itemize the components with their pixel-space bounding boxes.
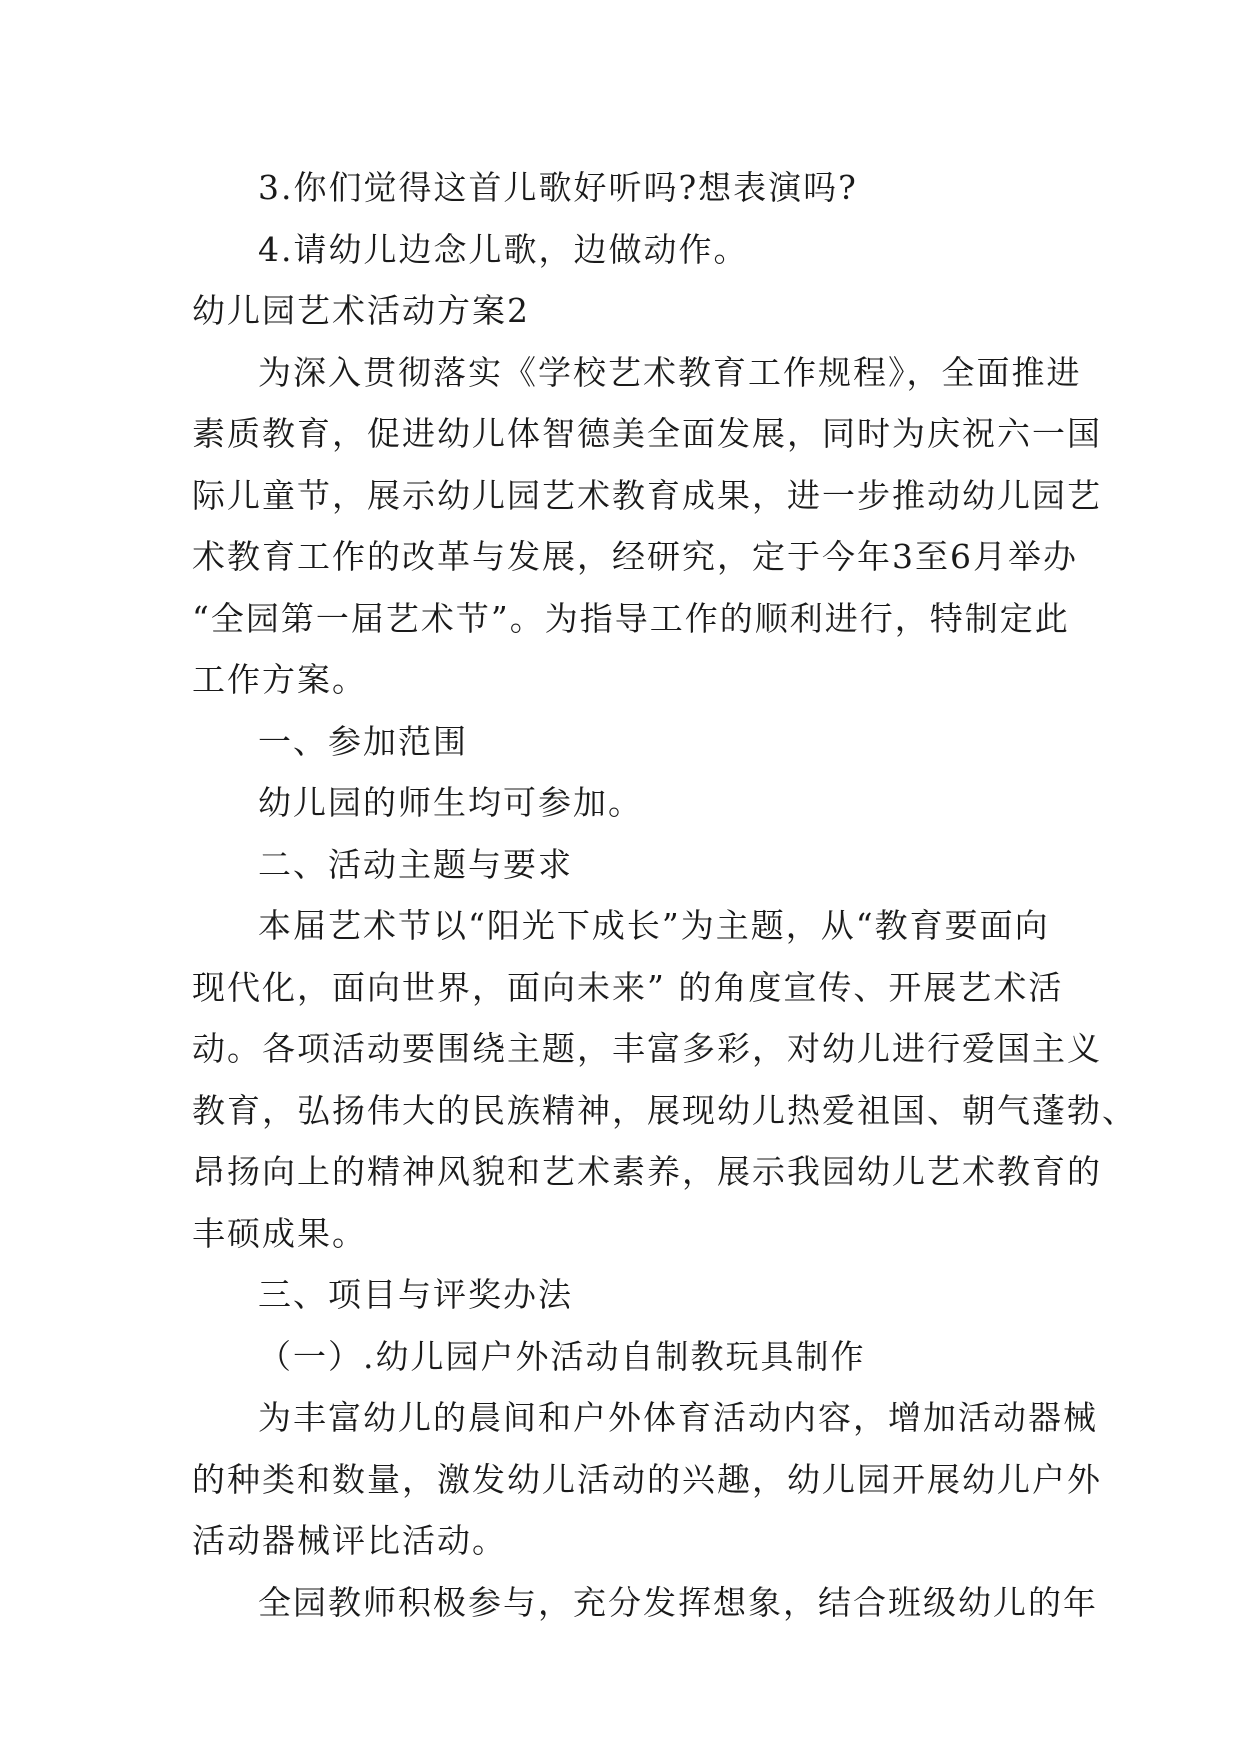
text-line: 的种类和数量，激发幼儿活动的兴趣，幼儿园开展幼儿户外 bbox=[192, 1459, 1102, 1499]
text-line: 动。各项活动要围绕主题，丰富多彩，对幼儿进行爱国主义 bbox=[192, 1029, 1102, 1068]
text-line: 本届艺术节以“阳光下成长”为主题，从“教育要面向 bbox=[258, 906, 1050, 945]
heading-line: 二、活动主题与要求 bbox=[258, 844, 573, 884]
subheading-line: （一）.幼儿园户外活动自制教玩具制作 bbox=[258, 1336, 866, 1376]
text-line: “全园第一届艺术节”。为指导工作的顺利进行，特制定此 bbox=[192, 598, 1070, 638]
text-line: 3.你们觉得这首儿歌好听吗?想表演吗? bbox=[258, 168, 858, 207]
section-title: 幼儿园艺术活动方案2 bbox=[192, 291, 530, 330]
text-line: 为深入贯彻落实《学校艺术教育工作规程》，全面推进 bbox=[258, 352, 1082, 392]
text-line: 工作方案。 bbox=[192, 660, 367, 699]
heading-line: 一、参加范围 bbox=[258, 721, 468, 761]
heading-line: 三、项目与评奖办法 bbox=[258, 1275, 573, 1314]
text-line: 素质教育，促进幼儿体智德美全面发展，同时为庆祝六一国 bbox=[192, 414, 1102, 453]
text-line: 4.请幼儿边念儿歌，边做动作。 bbox=[258, 229, 749, 269]
text-line: 丰硕成果。 bbox=[192, 1213, 367, 1253]
text-line: 术教育工作的改革与发展，经研究，定于今年3至6月举办 bbox=[192, 537, 1078, 576]
text-line: 全园教师积极参与，充分发挥想象，结合班级幼儿的年 bbox=[258, 1582, 1098, 1622]
text-line: 现代化，面向世界，面向未来” 的角度宣传、开展艺术活 bbox=[192, 967, 1064, 1007]
text-line: 为丰富幼儿的晨间和户外体育活动内容，增加活动器械 bbox=[258, 1398, 1098, 1437]
text-line: 幼儿园的师生均可参加。 bbox=[258, 783, 643, 822]
document-body bbox=[192, 157, 1137, 1633]
text-line: 昂扬向上的精神风貌和艺术素养，展示我园幼儿艺术教育的 bbox=[192, 1152, 1102, 1191]
text-line: 教育，弘扬伟大的民族精神，展现幼儿热爱祖国、朝气蓬勃、 bbox=[192, 1090, 1137, 1130]
text-line: 际儿童节，展示幼儿园艺术教育成果，进一步推动幼儿园艺 bbox=[192, 475, 1102, 515]
text-line: 活动器械评比活动。 bbox=[192, 1521, 507, 1560]
